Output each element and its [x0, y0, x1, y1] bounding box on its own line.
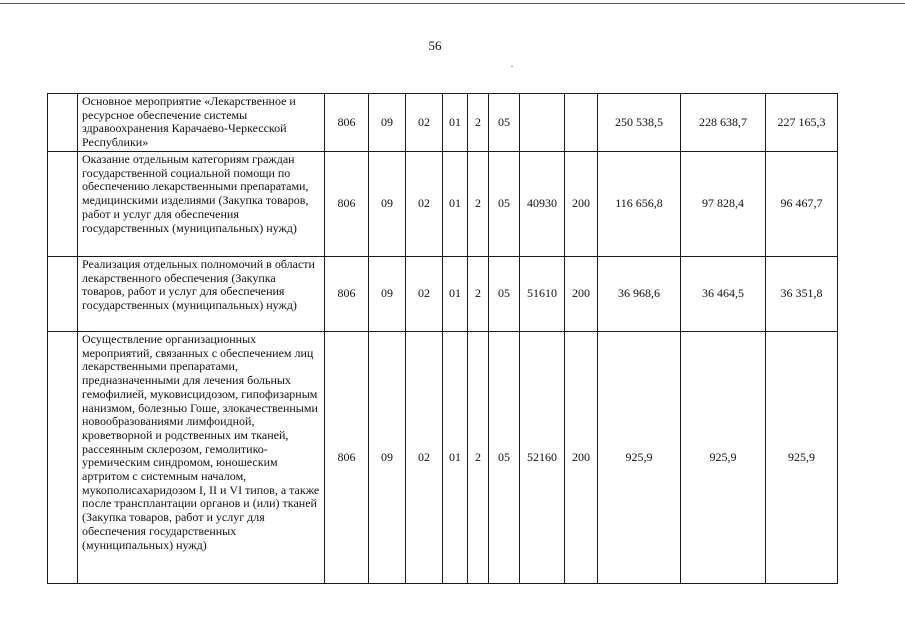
expense-type: 200	[565, 152, 598, 257]
row-name: Основное мероприятие «Лекарственное и ресурсное обеспечение системы здравоохранения Карачаево-Черкесской Республики»	[78, 94, 325, 152]
measure-code: 05	[489, 257, 520, 332]
table-row	[48, 332, 838, 584]
measure-code: 05	[489, 332, 520, 584]
expense-code: 51610	[520, 257, 565, 332]
ministry-code: 806	[325, 332, 369, 584]
amount-year-1: 36 968,6	[598, 257, 681, 332]
amount-year-1: 116 656,8	[598, 152, 681, 257]
subsection-code: 02	[406, 257, 443, 332]
amount-year-3: 36 351,8	[766, 257, 838, 332]
row-index-cell	[48, 152, 78, 257]
page-number: 56	[428, 38, 442, 53]
program-code: 01	[443, 94, 468, 152]
amount-year-3: 925,9	[766, 332, 838, 584]
expense-type: 200	[565, 257, 598, 332]
program-code: 01	[443, 332, 468, 584]
budget-table	[47, 93, 838, 584]
subsection-code: 02	[406, 94, 443, 152]
expense-code: 52160	[520, 332, 565, 584]
subprogram-code: 2	[468, 94, 489, 152]
row-index-cell	[48, 94, 78, 152]
amount-year-2: 97 828,4	[681, 152, 766, 257]
expense-code: 40930	[520, 152, 565, 257]
amount-year-2: 925,9	[681, 332, 766, 584]
measure-code: 05	[489, 152, 520, 257]
amount-year-3: 96 467,7	[766, 152, 838, 257]
amount-year-3: 227 165,3	[766, 94, 838, 152]
expense-code	[520, 94, 565, 152]
row-name: Реализация отдельных полномочий в области лекарственного обеспечения (Закупка товаров, работ и услуг для обеспечения государственных (муниципальных) нужд)	[78, 257, 325, 332]
table-row	[48, 257, 838, 332]
expense-type: 200	[565, 332, 598, 584]
ministry-code: 806	[325, 257, 369, 332]
section-code: 09	[369, 332, 406, 584]
ministry-code: 806	[325, 94, 369, 152]
measure-code: 05	[489, 94, 520, 152]
amount-year-2: 36 464,5	[681, 257, 766, 332]
expense-type	[565, 94, 598, 152]
subprogram-code: 2	[468, 152, 489, 257]
section-code: 09	[369, 257, 406, 332]
subsection-code: 02	[406, 152, 443, 257]
amount-year-2: 228 638,7	[681, 94, 766, 152]
table-row	[48, 94, 838, 152]
scan-top-edge	[0, 3, 905, 4]
section-code: 09	[369, 152, 406, 257]
subprogram-code: 2	[468, 257, 489, 332]
amount-year-1: 925,9	[598, 332, 681, 584]
table-row	[48, 152, 838, 257]
row-name: Осуществление организационных мероприятий, связанных с обеспечением лиц лекарственными препаратами, предназначенными для лечения больных гемофилией, муковисцидозом, гипофизарным нанизмом, болезнью Гоше, злокачественными новообразованиями лимфоидной, кроветворной и родственных им тканей, рассеянным склерозом, гемолитико-уремическим синдромом, юношеским артритом с системным началом, мукополисахаридозом I, II и VI типов, а также после трансплантации органов и (или) тканей (Закупка товаров, работ и услуг для обеспечения государственных (муниципальных) нужд)	[78, 332, 325, 584]
row-index-cell	[48, 332, 78, 584]
row-name: Оказание отдельным категориям граждан государственной социальной помощи по обеспечению лекарственными препаратами, медицинскими изделиями (Закупка товаров, работ и услуг для обеспечения государственных (муниципальных) нужд)	[78, 152, 325, 257]
program-code: 01	[443, 257, 468, 332]
amount-year-1: 250 538,5	[598, 94, 681, 152]
ministry-code: 806	[325, 152, 369, 257]
subprogram-code: 2	[468, 332, 489, 584]
section-code: 09	[369, 94, 406, 152]
subsection-code: 02	[406, 332, 443, 584]
scan-speck	[511, 66, 513, 67]
row-index-cell	[48, 257, 78, 332]
program-code: 01	[443, 152, 468, 257]
